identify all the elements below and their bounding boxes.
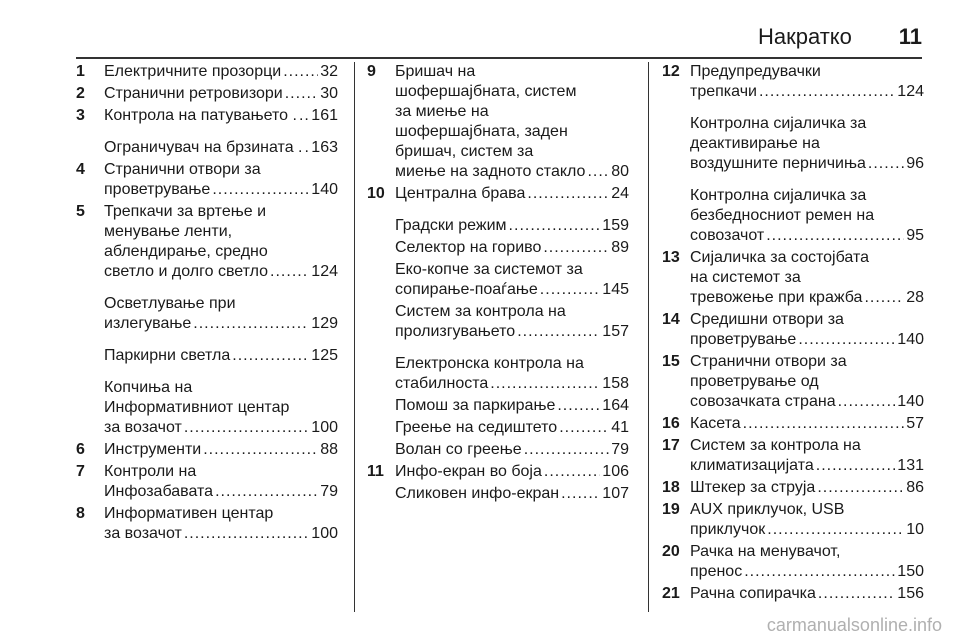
entry-number: 3	[76, 107, 85, 124]
index-entry	[662, 186, 924, 246]
entry-text: Греење на седиштето	[395, 419, 558, 436]
index-entry	[76, 84, 338, 104]
page-reference[interactable]: 107	[602, 485, 629, 502]
dot-leader	[509, 216, 601, 236]
entry-last-line	[104, 180, 338, 200]
entry-text: Информативниот центар	[104, 399, 290, 416]
page-reference[interactable]: 124	[897, 83, 924, 100]
index-entry	[76, 504, 338, 544]
entry-last-line	[395, 184, 629, 204]
entry-last-line	[395, 322, 629, 342]
entry-text: Осветлување при	[104, 295, 236, 312]
entry-last-line	[104, 440, 338, 460]
dot-leader	[559, 418, 609, 438]
entry-last-line	[395, 238, 629, 258]
entry-text: Инструменти	[104, 441, 202, 458]
entry-text: сопирање-поаѓање	[395, 281, 538, 298]
entry-text: климатизацијата	[690, 457, 814, 474]
index-entry	[367, 418, 629, 438]
page-reference[interactable]: 28	[906, 289, 924, 306]
entry-text: Градски режим	[395, 217, 507, 234]
entry-text: Предупредувачки	[690, 63, 821, 80]
entry-last-line	[395, 162, 629, 182]
entry-text: шофершајбната, заден	[395, 123, 568, 140]
page-reference[interactable]: 88	[320, 441, 338, 458]
index-entry	[662, 310, 924, 350]
entry-number: 17	[662, 437, 680, 454]
entry-text: Сликовен инфо-екран	[395, 485, 560, 502]
entry-last-line	[690, 478, 924, 498]
entry-last-line	[104, 138, 338, 158]
index-entry	[662, 584, 924, 604]
entry-last-line	[690, 414, 924, 434]
page-reference[interactable]: 30	[320, 85, 338, 102]
entry-text: Ограничувач на брзината .	[104, 139, 303, 156]
dot-leader	[587, 162, 609, 182]
entry-number: 13	[662, 249, 680, 266]
entry-text: стабилноста	[395, 375, 489, 392]
page-reference[interactable]: 131	[897, 457, 924, 474]
column-divider	[354, 62, 355, 612]
dot-leader	[232, 346, 309, 366]
column-divider	[648, 62, 649, 612]
dot-leader	[203, 440, 318, 460]
index-entry	[367, 238, 629, 258]
page-reference[interactable]: 86	[906, 479, 924, 496]
index-column-2	[367, 62, 629, 504]
entry-number: 6	[76, 441, 85, 458]
index-entry	[662, 542, 924, 582]
entry-text: Странични отвори за	[104, 161, 261, 178]
index-entry	[76, 202, 338, 282]
page-reference[interactable]: 140	[311, 181, 338, 198]
entry-text: бришач, систем за	[395, 143, 534, 160]
entry-text: Информативен центар	[104, 505, 274, 522]
entry-last-line	[104, 62, 338, 82]
entry-number: 9	[367, 63, 376, 80]
entry-text: Инфо-екран во боја	[395, 463, 542, 480]
entry-last-line	[104, 418, 338, 438]
page-reference[interactable]: 106	[602, 463, 629, 480]
entry-text: Средишни отвори за	[690, 311, 844, 328]
entry-last-line	[395, 396, 629, 416]
index-entry	[367, 302, 629, 342]
header-divider	[76, 57, 922, 59]
index-entry	[76, 294, 338, 334]
entry-last-line	[104, 262, 338, 282]
entry-last-line	[690, 330, 924, 350]
dot-leader	[184, 418, 309, 438]
entry-text: излегување	[104, 315, 192, 332]
entry-last-line	[104, 106, 338, 126]
entry-last-line	[395, 484, 629, 504]
index-entry	[662, 478, 924, 498]
page-reference[interactable]: 32	[320, 63, 338, 80]
page-reference[interactable]: 156	[897, 585, 924, 602]
entry-last-line	[395, 440, 629, 460]
entry-text: Електричните прозорци	[104, 63, 282, 80]
dot-leader	[759, 82, 895, 102]
page-reference[interactable]: 159	[602, 217, 629, 234]
page-reference[interactable]: 24	[611, 185, 629, 202]
page-title: Накратко	[758, 24, 852, 49]
page-reference[interactable]: 163	[311, 139, 338, 156]
index-entry	[76, 346, 338, 366]
entry-text: Инфозабавата	[104, 483, 214, 500]
entry-number: 14	[662, 311, 680, 328]
dot-leader	[543, 238, 609, 258]
index-entry	[367, 396, 629, 416]
entry-number: 7	[76, 463, 85, 480]
dot-leader	[838, 392, 896, 412]
index-column-1	[76, 62, 338, 544]
dot-leader	[767, 520, 904, 540]
entry-text: деактивирање на	[690, 135, 820, 152]
entry-number: 12	[662, 63, 680, 80]
page-reference[interactable]: 89	[611, 239, 629, 256]
entry-last-line	[690, 154, 924, 174]
dot-leader	[299, 106, 309, 126]
entry-text: совозачката страна	[690, 393, 836, 410]
index-entry	[662, 500, 924, 540]
dot-leader	[818, 584, 895, 604]
index-entry	[76, 138, 338, 158]
page-reference[interactable]: 140	[897, 393, 924, 410]
entry-text: менување ленти,	[104, 223, 233, 240]
dot-leader	[743, 414, 905, 434]
entry-number: 19	[662, 501, 680, 518]
entry-last-line	[395, 418, 629, 438]
entry-number: 11	[367, 463, 384, 480]
entry-last-line	[395, 462, 629, 482]
entry-text: Рачка на менувачот,	[690, 543, 841, 560]
entry-text: пренос	[690, 563, 743, 580]
entry-number: 1	[76, 63, 85, 80]
dot-leader	[524, 440, 610, 460]
entry-text: трепкачи	[690, 83, 757, 100]
dot-leader	[766, 226, 904, 246]
index-entry	[662, 62, 924, 102]
index-entry	[367, 462, 629, 482]
entry-text: Електронска контрола на	[395, 355, 584, 372]
page-reference[interactable]: 95	[906, 227, 924, 244]
dot-leader	[193, 314, 309, 334]
entry-text: Селектор на гориво	[395, 239, 542, 256]
dot-leader	[557, 396, 600, 416]
entry-text: Бришач на	[395, 63, 476, 80]
entry-text: Рачна сопирачка	[690, 585, 816, 602]
entry-last-line	[690, 226, 924, 246]
page-reference[interactable]: 124	[311, 263, 338, 280]
page-reference[interactable]: 96	[906, 155, 924, 172]
entry-text: Централна брава	[395, 185, 526, 202]
entry-text: за миење на	[395, 103, 489, 120]
index-entry	[367, 260, 629, 300]
dot-leader	[283, 62, 318, 82]
page-reference[interactable]: 57	[906, 415, 924, 432]
index-entry	[367, 354, 629, 394]
page-header	[0, 0, 960, 60]
entry-last-line	[395, 216, 629, 236]
dot-leader	[868, 154, 904, 174]
entry-text: воздушните перничиња	[690, 155, 866, 172]
index-entry	[367, 440, 629, 460]
entry-last-line	[104, 482, 338, 502]
page-reference[interactable]: 140	[897, 331, 924, 348]
index-entry	[367, 484, 629, 504]
entry-text: Контролна сијаличка за	[690, 115, 867, 132]
dot-leader	[744, 562, 895, 582]
entry-text: Трепкачи за вртење и	[104, 203, 267, 220]
dot-leader	[490, 374, 600, 394]
page-reference[interactable]: 10	[906, 521, 924, 538]
dot-leader	[184, 524, 309, 544]
entry-text: безбедносниот ремен на	[690, 207, 875, 224]
entry-last-line	[104, 346, 338, 366]
page-reference[interactable]: 79	[611, 441, 629, 458]
index-entry	[76, 378, 338, 438]
dot-leader	[517, 322, 600, 342]
entry-text: миење на задното стакло	[395, 163, 586, 180]
entry-number: 4	[76, 161, 85, 178]
dot-leader	[527, 184, 609, 204]
page-reference[interactable]: 158	[602, 375, 629, 392]
entry-text: проветрување од	[690, 373, 819, 390]
entry-text: проветрување	[690, 331, 797, 348]
entry-number: 10	[367, 185, 385, 202]
entry-text: Паркирни светла	[104, 347, 231, 364]
index-entry	[76, 462, 338, 502]
entry-text: Касета	[690, 415, 741, 432]
entry-text: Систем за контрола на	[395, 303, 566, 320]
entry-text: проветрување	[104, 181, 211, 198]
entry-last-line	[395, 374, 629, 394]
entry-last-line	[690, 584, 924, 604]
dot-leader	[270, 262, 309, 282]
entry-text: светло и долго светло	[104, 263, 269, 280]
entry-last-line	[690, 288, 924, 308]
page-reference[interactable]: 125	[311, 347, 338, 364]
entry-text: за возачот	[104, 525, 182, 542]
entry-number: 16	[662, 415, 680, 432]
dot-leader	[215, 482, 318, 502]
entry-last-line	[104, 524, 338, 544]
entry-text: аблендирање, средно	[104, 243, 268, 260]
index-entry	[662, 114, 924, 174]
entry-text: тревожење при кражба	[690, 289, 863, 306]
page-reference[interactable]: 41	[611, 419, 629, 436]
index-entry	[367, 184, 629, 204]
page-reference[interactable]: 80	[611, 163, 629, 180]
entry-number: 2	[76, 85, 85, 102]
entry-text: Странични отвори за	[690, 353, 847, 370]
page-reference[interactable]: 79	[320, 483, 338, 500]
index-entry	[662, 248, 924, 308]
entry-text: Волан со греење	[395, 441, 522, 458]
dot-leader	[798, 330, 895, 350]
entry-text: Странични ретровизори	[104, 85, 283, 102]
dot-leader	[544, 462, 600, 482]
page-reference[interactable]: 150	[897, 563, 924, 580]
entry-last-line	[690, 82, 924, 102]
index-entry	[662, 436, 924, 476]
index-column-3	[662, 62, 924, 604]
entry-text: Сијаличка за состојбата	[690, 249, 869, 266]
entry-number: 8	[76, 505, 85, 522]
index-entry	[76, 440, 338, 460]
index-entry	[76, 62, 338, 82]
entry-number: 20	[662, 543, 680, 560]
entry-number: 18	[662, 479, 680, 496]
page-number: 11	[898, 24, 922, 49]
index-entry	[662, 352, 924, 412]
entry-last-line	[690, 392, 924, 412]
entry-text: Систем за контрола на	[690, 437, 861, 454]
page-reference[interactable]: 100	[311, 525, 338, 542]
dot-leader	[285, 84, 318, 104]
index-entry	[367, 62, 629, 182]
page-reference[interactable]: 145	[602, 281, 629, 298]
index-entry	[367, 216, 629, 236]
entry-number: 5	[76, 203, 85, 220]
entry-number: 15	[662, 353, 680, 370]
dot-leader	[305, 138, 310, 158]
dot-leader	[817, 478, 904, 498]
entry-text: Штекер за струја	[690, 479, 816, 496]
entry-text: Копчиња на	[104, 379, 193, 396]
entry-last-line	[395, 280, 629, 300]
entry-text: пролизгувањето	[395, 323, 516, 340]
dot-leader	[864, 288, 904, 308]
entry-text: AUX приклучок, USB	[690, 501, 845, 518]
entry-text: шофершајбната, систем	[395, 83, 577, 100]
dot-leader	[212, 180, 309, 200]
entry-text: Контроли на	[104, 463, 197, 480]
index-entry	[76, 160, 338, 200]
page-reference[interactable]: 100	[311, 419, 338, 436]
page-reference[interactable]: 164	[602, 397, 629, 414]
index-entry	[76, 106, 338, 126]
entry-text: за возачот	[104, 419, 182, 436]
dot-leader	[816, 456, 896, 476]
watermark-text: carmanualsonline.info	[766, 615, 942, 635]
entry-last-line	[690, 456, 924, 476]
dot-leader	[540, 280, 601, 300]
entry-text: совозачот	[690, 227, 765, 244]
entry-last-line	[104, 314, 338, 334]
entry-text: Контрола на патувањето .	[104, 107, 297, 124]
index-entry	[662, 414, 924, 434]
entry-text: на системот за	[690, 269, 801, 286]
entry-last-line	[690, 520, 924, 540]
entry-last-line	[690, 562, 924, 582]
page-reference[interactable]: 129	[311, 315, 338, 332]
page-reference[interactable]: 157	[602, 323, 629, 340]
entry-text: Помош за паркирање	[395, 397, 556, 414]
entry-last-line	[104, 84, 338, 104]
entry-number: 21	[662, 585, 680, 602]
entry-text: Еко-копче за системот за	[395, 261, 583, 278]
page-reference[interactable]: 161	[311, 107, 338, 124]
entry-text: приклучок	[690, 521, 766, 538]
entry-text: Контролна сијаличка за	[690, 187, 867, 204]
dot-leader	[561, 484, 600, 504]
